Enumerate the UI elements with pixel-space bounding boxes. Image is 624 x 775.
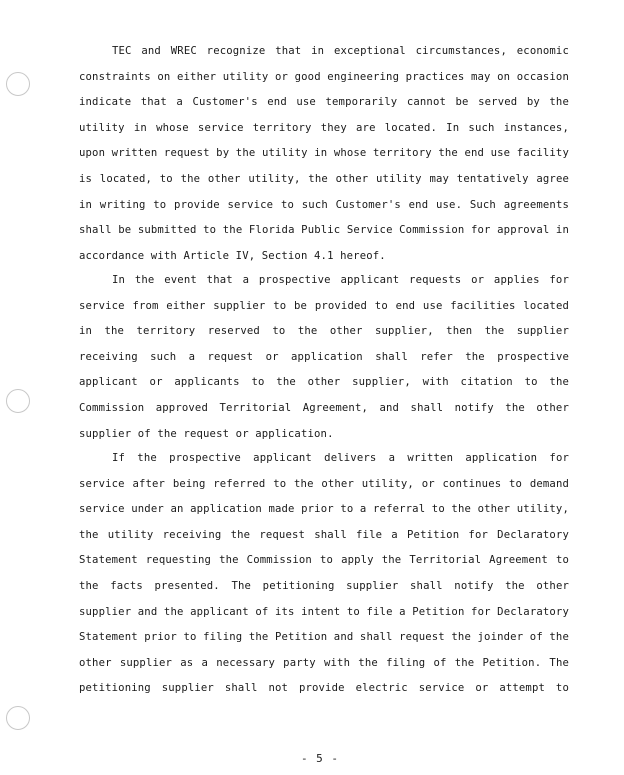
page-number: - 5 - bbox=[300, 752, 340, 765]
text-line: service under an application made prior to a referral to the other utility, bbox=[79, 503, 569, 516]
text-line: constraints on either utility or good engineering practices may on occasion bbox=[79, 70, 569, 83]
text-line: Commission approved Territorial Agreement, and shall notify the other bbox=[79, 401, 569, 414]
text-line: service from either supplier to be provided to end use facilities located bbox=[79, 299, 569, 312]
paragraph-2 bbox=[79, 268, 569, 447]
text-line: the facts presented. The petitioning supplier shall notify the other bbox=[79, 579, 569, 592]
text-line: supplier and the applicant of its intent to file a Petition for Declaratory bbox=[79, 605, 569, 618]
binder-hole-icon bbox=[6, 72, 30, 96]
text-line: In the event that a prospective applicant requests or applies for bbox=[112, 274, 569, 286]
text-line: Statement prior to filing the Petition and shall request the joinder of the bbox=[79, 631, 569, 644]
binder-hole-icon bbox=[6, 706, 30, 730]
paragraph-1 bbox=[79, 39, 569, 269]
text-line: receiving such a request or application shall refer the prospective bbox=[79, 350, 569, 363]
text-line: applicant or applicants to the other supplier, with citation to the bbox=[79, 376, 569, 389]
text-line: TEC and WREC recognize that in exceptional circumstances, economic bbox=[112, 45, 569, 57]
text-line: upon written request by the utility in whose territory the end use facility bbox=[79, 147, 569, 160]
text-line: the utility receiving the request shall file a Petition for Declaratory bbox=[79, 528, 569, 541]
text-line: shall be submitted to the Florida Public Service Commission for approval in bbox=[79, 224, 569, 237]
text-line: utility in whose service territory they are located. In such instances, bbox=[79, 121, 569, 134]
paragraph-3 bbox=[79, 446, 569, 702]
text-line: supplier of the request or application. bbox=[79, 427, 334, 440]
text-line: If the prospective applicant delivers a written application for bbox=[112, 452, 569, 464]
text-line: is located, to the other utility, the other utility may tentatively agree bbox=[79, 172, 569, 185]
text-line: in the territory reserved to the other supplier, then the supplier bbox=[79, 325, 569, 338]
text-line: in writing to provide service to such Customer's end use. Such agreements bbox=[79, 198, 569, 211]
text-line: service after being referred to the other utility, or continues to demand bbox=[79, 477, 569, 490]
text-line: accordance with Article IV, Section 4.1 hereof. bbox=[79, 249, 386, 262]
text-line: other supplier as a necessary party with the filing of the Petition. The bbox=[79, 656, 569, 669]
text-line: indicate that a Customer's end use temporarily cannot be served by the bbox=[79, 96, 569, 109]
text-line: petitioning supplier shall not provide electric service or attempt to bbox=[79, 682, 569, 695]
text-line: Statement requesting the Commission to apply the Territorial Agreement to bbox=[79, 554, 569, 567]
binder-hole-icon bbox=[6, 389, 30, 413]
